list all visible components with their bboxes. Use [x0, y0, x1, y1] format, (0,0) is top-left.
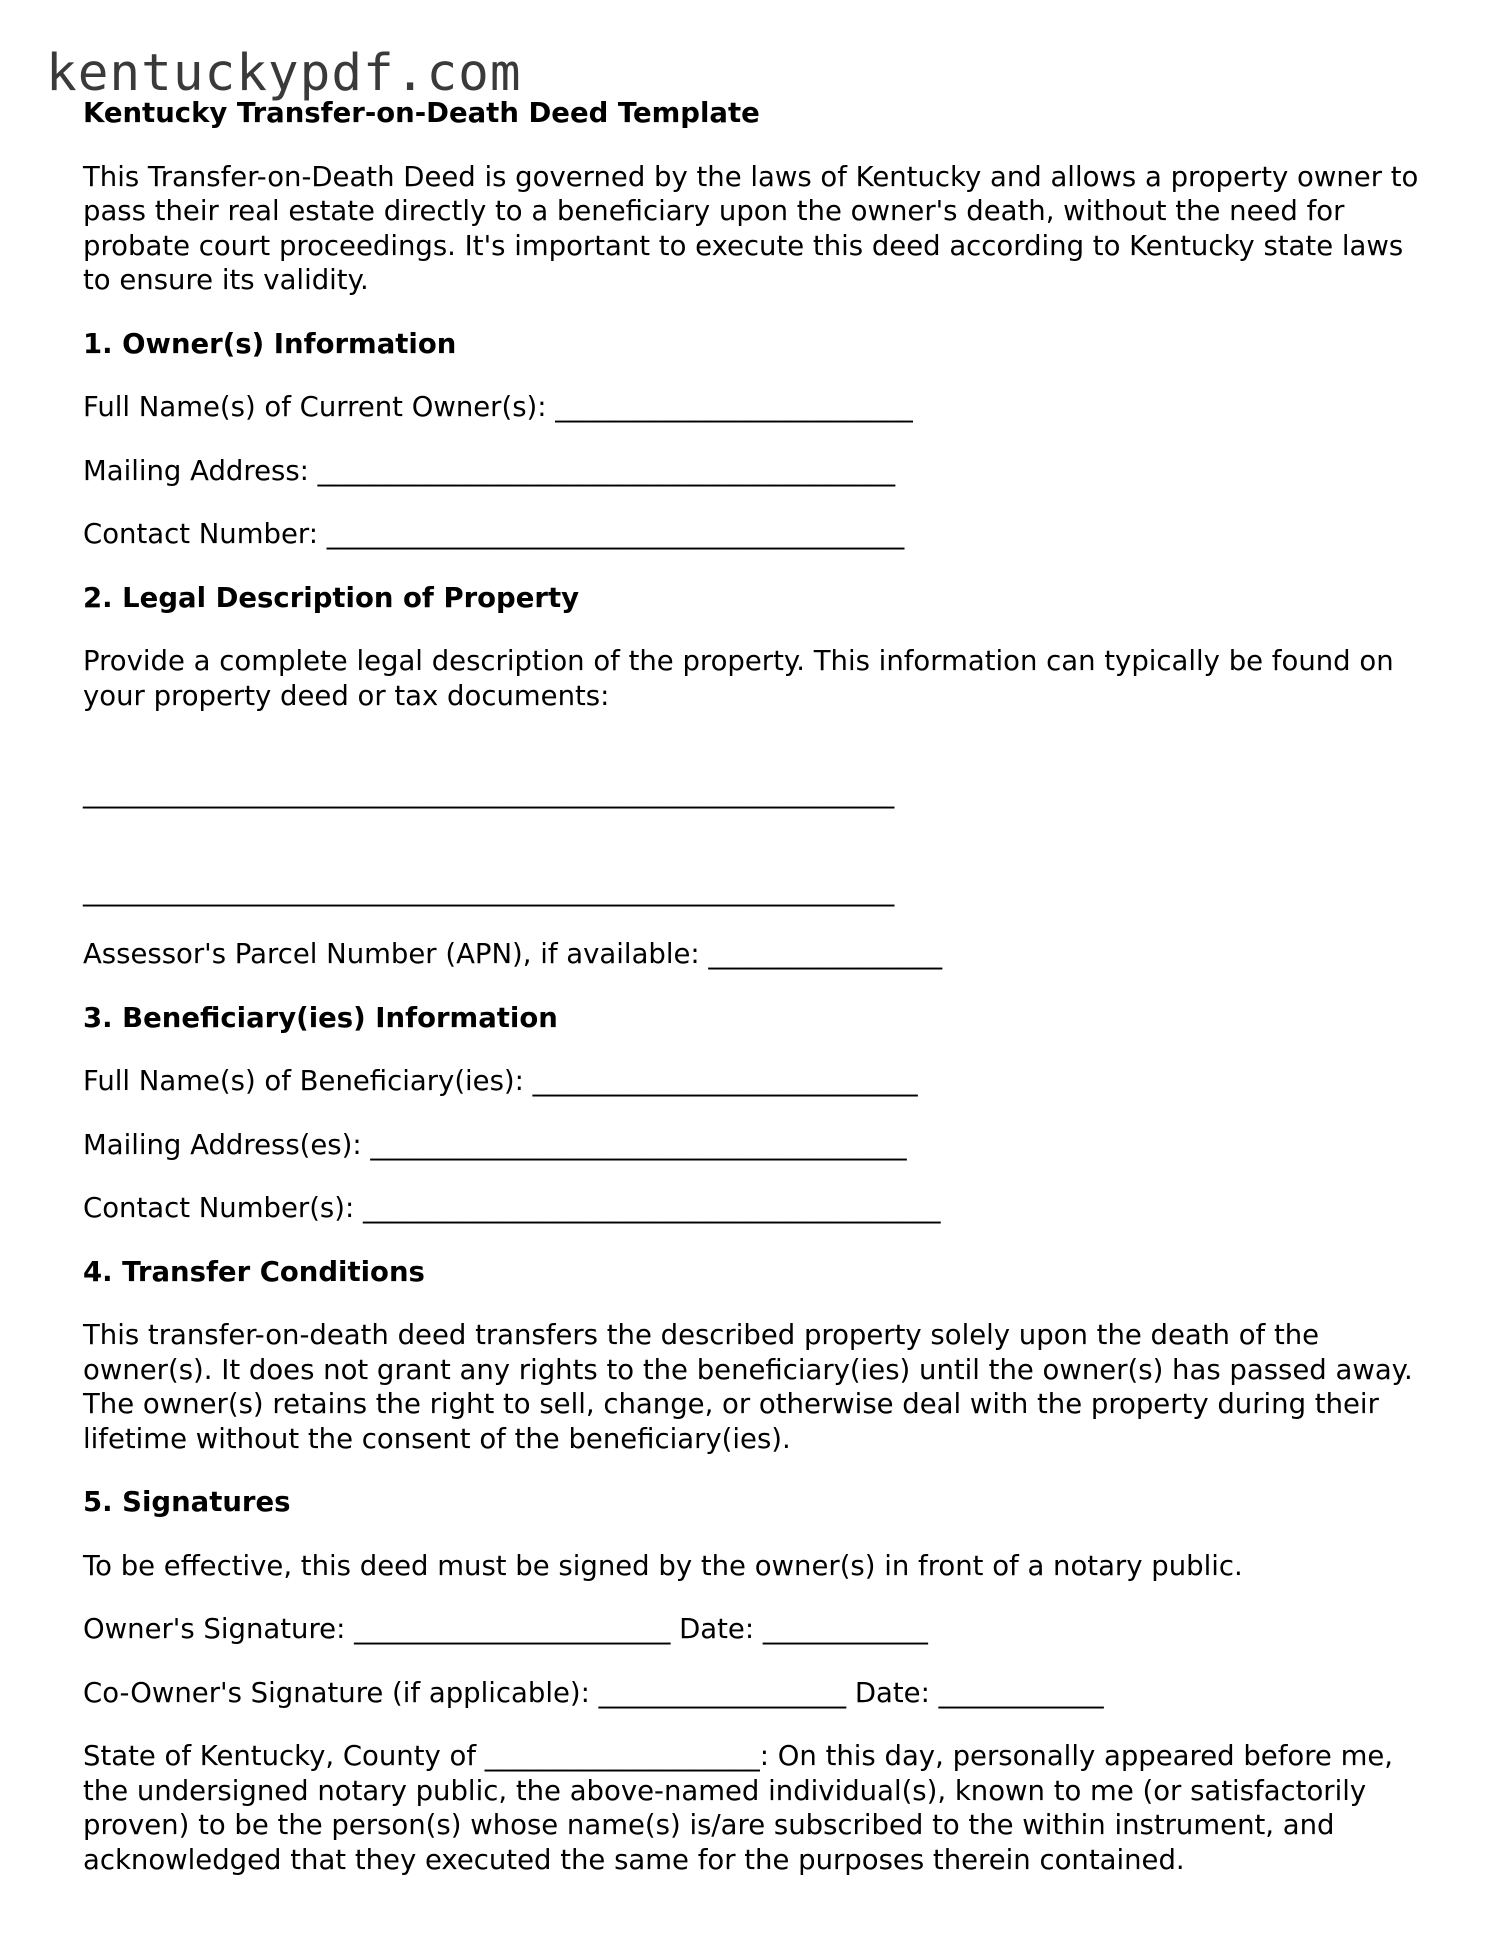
owner-contact-number-field: Contact Number: __________________________________________ [83, 518, 905, 550]
signatures-instructions: To be effective, this deed must be signed by the owner(s) in front of a notary public. [83, 1549, 1243, 1582]
section-transfer-conditions-heading: 4. Transfer Conditions [83, 1255, 425, 1288]
coowner-signature-field: Co-Owner's Signature (if applicable): __________________ Date: ____________ [83, 1676, 1104, 1709]
document-title: Kentucky Transfer-on-Death Deed Template [83, 97, 760, 129]
watermark-text: kentuckypdf.com [46, 44, 522, 103]
notary-acknowledgment-paragraph: State of Kentucky, County of ____________________: On this day, personally appeared before me, the undersigned notary public, the above-named individual(s), known to me (or satisfactorily proven) to be the person(s) whose name(s) is/are subscribed to the within instrument, and acknowledged that they executed the same for the purposes therein contained. [83, 1740, 1394, 1876]
owner-mailing-address-field: Mailing Address: __________________________________________ [83, 454, 896, 487]
transfer-conditions-paragraph: This transfer-on-death deed transfers the described property solely upon the death of the owner(s). It does not grant any rights to the beneficiary(ies) until the owner(s) has passed away. The owner(s) retains the right to sell, change, or otherwise deal with the property during their lifetime without the consent of the beneficiary(ies). [83, 1319, 1413, 1455]
intro-paragraph: This Transfer-on-Death Deed is governed by the laws of Kentucky and allows a property owner to pass their real estate directly to a beneficiary upon the owner's death, without the need for probate court proceedings. It's important to execute this deed according to Kentucky state laws to ensure its validity. [83, 160, 1419, 296]
beneficiary-full-names-field: Full Name(s) of Beneficiary(ies): ____________________________ [83, 1065, 918, 1097]
section-owner-heading: 1. Owner(s) Information [83, 327, 457, 360]
section-signatures-heading: 5. Signatures [83, 1486, 291, 1518]
owner-full-names-field: Full Name(s) of Current Owner(s): __________________________ [83, 391, 913, 423]
property-instructions: Provide a complete legal description of the property. This information can typically be found on your property deed or tax documents: [83, 645, 1394, 712]
document-body [83, 96, 1423, 1906]
apn-field: Assessor's Parcel Number (APN), if available: _________________ [83, 938, 943, 970]
section-beneficiary-heading: 3. Beneficiary(ies) Information [83, 1001, 558, 1034]
beneficiary-mailing-address-field: Mailing Address(es): _______________________________________ [83, 1128, 907, 1161]
owner-signature-field: Owner's Signature: _______________________ Date: ____________ [83, 1613, 928, 1645]
beneficiary-contact-number-field: Contact Number(s): __________________________________________ [83, 1192, 941, 1224]
section-property-heading: 2. Legal Description of Property [83, 581, 580, 614]
legal-description-line-2: ___________________________________________________________ [83, 874, 895, 907]
legal-description-line-1: ___________________________________________________________ [83, 777, 895, 809]
